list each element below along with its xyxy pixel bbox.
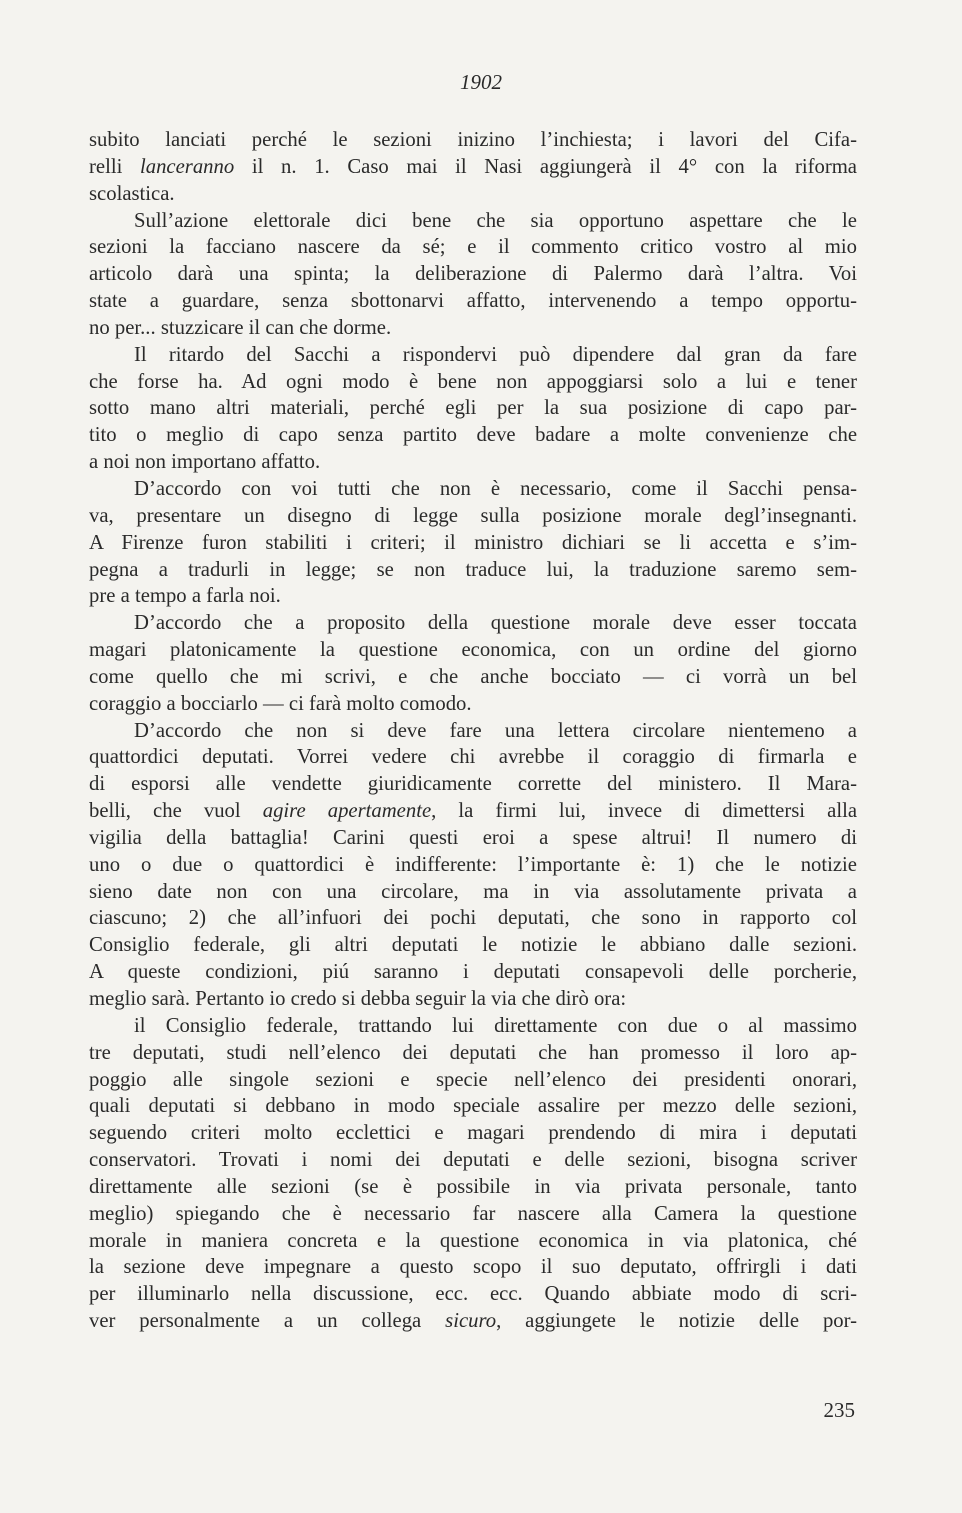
text-line: Consiglio federale, gli altri deputati le notizie le abbiano dalle sezioni.	[89, 934, 857, 957]
text-line: state a guardare, senza sbottonarvi affatto, intervenendo a tempo opportu-	[89, 290, 857, 313]
text-line: sotto mano altri materiali, perché egli per la sua posizione di capo par-	[89, 397, 857, 420]
text-line: a noi non importano affatto.	[89, 451, 321, 474]
text-line: sieno date non con una circolare, ma in via assolutamente privata a	[89, 880, 857, 903]
text-line: D’accordo che non si deve fare una lettera circolare nientemeno a	[134, 719, 857, 742]
text-line: vigilia della battaglia! Carini questi eroi a spese altrui! Il numero di	[89, 826, 857, 849]
text-line: relli lanceranno il n. 1. Caso mai il Nasi aggiungerà il 4° con la riforma	[89, 155, 857, 178]
text-line: belli, che vuol agire apertamente, la firmi lui, invece di dimettersi alla	[89, 800, 857, 823]
text-line: tre deputati, studi nell’elenco dei deputati che han promesso il loro ap-	[89, 1041, 857, 1064]
text-line: Il ritardo del Sacchi a rispondervi può dipendere dal gran da fare	[134, 343, 857, 366]
text-line: seguendo criteri molto ecclettici e magari prendendo di mira i deputati	[89, 1122, 857, 1145]
text-line: magari platonicamente la questione economica, con un ordine del giorno	[89, 639, 857, 662]
text-line: meglio) spiegando che è necessario far nascere alla Camera la questione	[89, 1202, 857, 1225]
text-line: scolastica.	[89, 182, 175, 205]
text-line: va, presentare un disegno di legge sulla posizione morale degl’insegnanti.	[89, 504, 857, 527]
text-line: ver personalmente a un collega sicuro, aggiungete le notizie delle por-	[89, 1310, 857, 1333]
text-line: A queste condizioni, piú saranno i deputati consapevoli delle porcherie,	[89, 961, 857, 984]
text-line: per illuminarlo nella discussione, ecc. ecc. Quando abbiate modo di scri-	[89, 1283, 857, 1306]
text-line: meglio sarà. Pertanto io credo si debba seguir la via che dirò ora:	[89, 988, 627, 1010]
text-line: conservatori. Trovati i nomi dei deputati e delle sezioni, bisogna scriver	[89, 1149, 857, 1172]
text-line: no per... stuzzicare il can che dorme.	[89, 316, 392, 339]
text-line: uno o due o quattordici è indifferente: l’importante è: 1) che le notizie	[89, 853, 857, 876]
text-line: pegna a tradurli in legge; se non traduce lui, la traduzione saremo sem-	[89, 558, 857, 581]
text-line: ciascuno; 2) che all’infuori dei pochi deputati, che sono in rapporto col	[89, 907, 857, 930]
text-line: quattordici deputati. Vorrei vedere chi avrebbe il coraggio di firmarla e	[89, 746, 857, 769]
text-line: poggio alle singole sezioni e specie nell’elenco dei presidenti onorari,	[89, 1068, 857, 1091]
text-line: Sull’azione elettorale dici bene che sia opportuno aspettare che le	[134, 209, 857, 232]
text-line: il Consiglio federale, trattando lui direttamente con due o al massimo	[134, 1014, 857, 1037]
text-line: coraggio a bocciarlo — ci farà molto comodo.	[89, 692, 472, 715]
text-line: subito lanciati perché le sezioni inizino l’inchiesta; i lavori del Cifa-	[89, 129, 857, 151]
text-line: D’accordo che a proposito della questione morale deve esser toccata	[134, 612, 857, 635]
text-line: tito o meglio di capo senza partito deve badare a molte convenienze che	[89, 424, 857, 447]
text-line: sezioni la facciano nascere da sé; e il commento critico vostro al mio	[89, 236, 857, 259]
text-line: la sezione deve impegnare a questo scopo il suo deputato, offrirgli i dati	[89, 1256, 857, 1279]
text-line: direttamente alle sezioni (se è possibile in via privata personale, tanto	[89, 1175, 857, 1198]
page-header-year: 1902	[460, 70, 502, 94]
text-line: quali deputati si debbano in modo speciale assalire per mezzo delle sezioni,	[89, 1095, 857, 1118]
text-line: D’accordo con voi tutti che non è necessario, come il Sacchi pensa-	[134, 477, 857, 500]
text-line: pre a tempo a farla noi.	[89, 585, 281, 608]
text-line: articolo darà una spinta; la deliberazione di Palermo darà l’altra. Voi	[89, 263, 857, 286]
letter-body-text	[89, 127, 857, 1335]
text-line: A Firenze furon stabiliti i criteri; il ministro dichiari se li accetta e s’im-	[89, 531, 857, 554]
text-line: morale in maniera concreta e la questione economica in via platonica, ché	[89, 1229, 857, 1252]
page-number: 235	[823, 1398, 855, 1422]
text-line: che forse ha. Ad ogni modo è bene non appoggiarsi solo a lui e tener	[89, 370, 857, 393]
text-line: come quello che mi scrivi, e che anche bocciato — ci vorrà un bel	[89, 665, 857, 688]
text-line: di esporsi alle vendette giuridicamente corrette del ministero. Il Mara-	[89, 773, 857, 796]
